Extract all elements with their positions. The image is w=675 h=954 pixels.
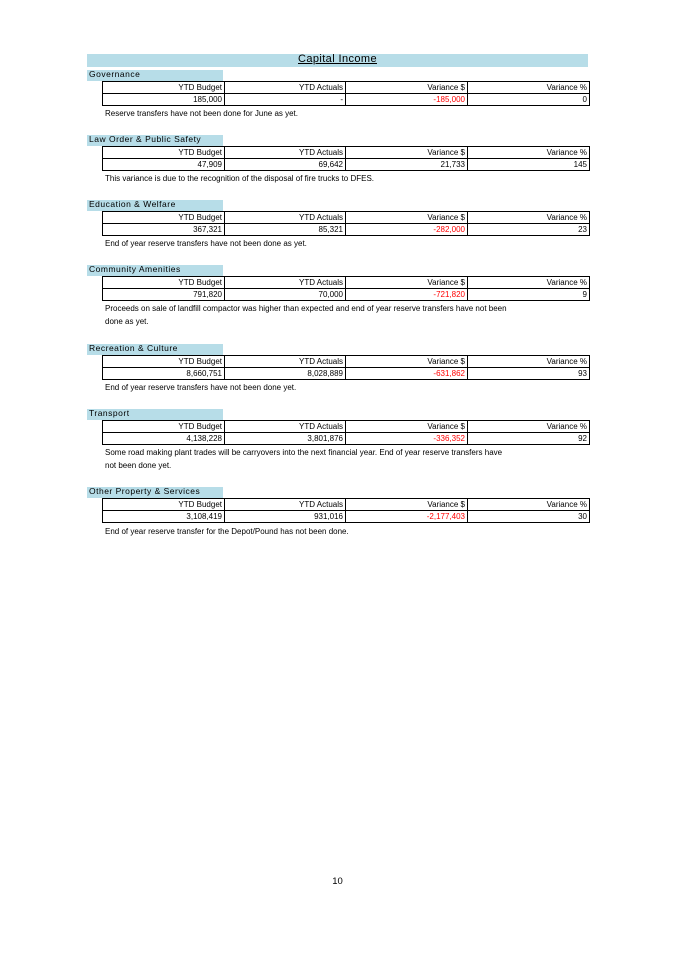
page-title: Capital Income xyxy=(298,53,377,65)
table-header-row xyxy=(103,277,590,289)
cell-variance-pct: 92 xyxy=(468,433,590,445)
section-table-law-order xyxy=(102,146,590,171)
table-row xyxy=(103,511,590,523)
section-note xyxy=(105,108,545,121)
section-header-law-order xyxy=(87,135,223,146)
cell-budget: 3,108,419 xyxy=(103,511,225,523)
cell-actuals: 85,321 xyxy=(225,224,346,236)
table-row xyxy=(103,368,590,380)
cell-variance: -336,352 xyxy=(346,433,468,445)
table-header-row xyxy=(103,356,590,368)
cell-budget: 4,138,228 xyxy=(103,433,225,445)
cell-budget: 791,820 xyxy=(103,289,225,301)
note-line: done as yet. xyxy=(105,316,149,326)
cell-variance-pct: 93 xyxy=(468,368,590,380)
header-variance-dollar: Variance $ xyxy=(346,147,468,159)
cell-variance-pct: 30 xyxy=(468,511,590,523)
table-row xyxy=(103,433,590,445)
section-title: Recreation & Culture xyxy=(89,343,178,353)
table-row xyxy=(103,94,590,106)
cell-variance: -631,862 xyxy=(346,368,468,380)
header-ytd-actuals: YTD Actuals xyxy=(225,212,346,224)
table-header-row xyxy=(103,147,590,159)
title-bar xyxy=(87,54,588,67)
section-note xyxy=(105,382,545,395)
header-ytd-budget: YTD Budget xyxy=(103,212,225,224)
note-line: End of year reserve transfers have not been done yet. xyxy=(105,383,297,392)
table-header-row xyxy=(103,421,590,433)
header-variance-dollar: Variance $ xyxy=(346,277,468,289)
header-ytd-actuals: YTD Actuals xyxy=(225,499,346,511)
header-ytd-actuals: YTD Actuals xyxy=(225,356,346,368)
cell-variance: -185,000 xyxy=(346,94,468,106)
section-table-governance xyxy=(102,81,590,106)
section-note xyxy=(105,303,545,328)
section-table-recreation xyxy=(102,355,590,380)
table-row xyxy=(103,289,590,301)
header-ytd-actuals: YTD Actuals xyxy=(225,82,346,94)
section-header-recreation xyxy=(87,344,223,355)
cell-actuals: 931,016 xyxy=(225,511,346,523)
section-header-governance xyxy=(87,70,223,81)
cell-variance-pct: 0 xyxy=(468,94,590,106)
cell-actuals: 69,642 xyxy=(225,159,346,171)
header-variance-percent: Variance % xyxy=(468,356,590,368)
section-note xyxy=(105,238,545,251)
header-ytd-budget: YTD Budget xyxy=(103,421,225,433)
header-ytd-budget: YTD Budget xyxy=(103,499,225,511)
header-variance-dollar: Variance $ xyxy=(346,212,468,224)
cell-variance-pct: 145 xyxy=(468,159,590,171)
section-note xyxy=(105,526,545,539)
cell-budget: 8,660,751 xyxy=(103,368,225,380)
cell-variance-pct: 9 xyxy=(468,289,590,301)
note-line: Proceeds on sale of landfill compactor was higher than expected and end of year reserve transfers have not been xyxy=(105,304,507,313)
section-note xyxy=(105,173,545,186)
header-variance-percent: Variance % xyxy=(468,421,590,433)
header-variance-percent: Variance % xyxy=(468,147,590,159)
table-header-row xyxy=(103,499,590,511)
header-variance-dollar: Variance $ xyxy=(346,421,468,433)
header-variance-percent: Variance % xyxy=(468,212,590,224)
note-line: End of year reserve transfer for the Depot/Pound has not been done. xyxy=(105,527,349,536)
note-line: Some road making plant trades will be carryovers into the next financial year. End of year reserve transfers have xyxy=(105,448,503,457)
section-title: Transport xyxy=(89,408,130,418)
section-table-transport xyxy=(102,420,590,445)
header-variance-dollar: Variance $ xyxy=(346,356,468,368)
section-title: Other Property & Services xyxy=(89,486,201,496)
header-variance-dollar: Variance $ xyxy=(346,499,468,511)
section-title: Education & Welfare xyxy=(89,199,176,209)
cell-actuals: 3,801,876 xyxy=(225,433,346,445)
note-line: Reserve transfers have not been done for June as yet. xyxy=(105,109,299,118)
header-ytd-budget: YTD Budget xyxy=(103,147,225,159)
section-header-community xyxy=(87,265,223,276)
cell-actuals: 70,000 xyxy=(225,289,346,301)
table-header-row xyxy=(103,212,590,224)
section-header-transport xyxy=(87,409,223,420)
header-ytd-actuals: YTD Actuals xyxy=(225,421,346,433)
cell-variance: -2,177,403 xyxy=(346,511,468,523)
note-line: End of year reserve transfers have not been done as yet. xyxy=(105,239,307,248)
section-title: Governance xyxy=(89,69,141,79)
section-table-other-property xyxy=(102,498,590,523)
cell-budget: 47,909 xyxy=(103,159,225,171)
cell-variance: -721,820 xyxy=(346,289,468,301)
table-header-row xyxy=(103,82,590,94)
section-table-community xyxy=(102,276,590,301)
cell-budget: 185,000 xyxy=(103,94,225,106)
header-ytd-actuals: YTD Actuals xyxy=(225,277,346,289)
cell-actuals: - xyxy=(225,94,346,106)
header-ytd-budget: YTD Budget xyxy=(103,82,225,94)
cell-variance-pct: 23 xyxy=(468,224,590,236)
section-table-education xyxy=(102,211,590,236)
header-ytd-budget: YTD Budget xyxy=(103,277,225,289)
header-ytd-budget: YTD Budget xyxy=(103,356,225,368)
cell-budget: 367,321 xyxy=(103,224,225,236)
note-line: not been done yet. xyxy=(105,460,172,470)
note-line: This variance is due to the recognition of the disposal of fire trucks to DFES. xyxy=(105,174,375,183)
header-variance-percent: Variance % xyxy=(468,499,590,511)
table-row xyxy=(103,159,590,171)
header-variance-percent: Variance % xyxy=(468,82,590,94)
header-variance-dollar: Variance $ xyxy=(346,82,468,94)
header-ytd-actuals: YTD Actuals xyxy=(225,147,346,159)
section-title: Community Amenities xyxy=(89,264,181,274)
section-header-education xyxy=(87,200,223,211)
page-number: 10 xyxy=(332,876,343,887)
cell-variance: -282,000 xyxy=(346,224,468,236)
cell-actuals: 8,028,889 xyxy=(225,368,346,380)
section-header-other-property xyxy=(87,487,223,498)
cell-variance: 21,733 xyxy=(346,159,468,171)
section-title: Law Order & Public Safety xyxy=(89,134,202,144)
section-note xyxy=(105,447,545,472)
table-row xyxy=(103,224,590,236)
header-variance-percent: Variance % xyxy=(468,277,590,289)
